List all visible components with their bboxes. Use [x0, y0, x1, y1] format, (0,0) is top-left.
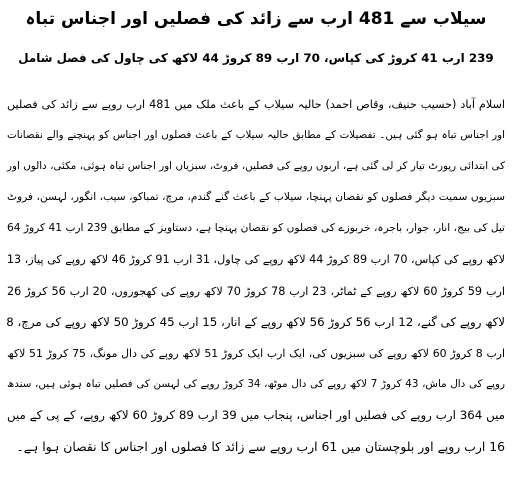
- article-line-last: 16 ارب روپے اور بلوچستان میں 61 ارب روپے سے زائد کا فصلوں اور اجناس کا نقصان ہوا ہے۔: [16, 439, 505, 455]
- article-line: اور اجناس تباہ ہو گئی ہیں۔ تفصیلات کے مطابق حالیہ سیلاب کے باعث فصلوں اور اجناس کو پہنچنے والے نقصانات: [7, 129, 505, 142]
- article-body: [7, 89, 505, 462]
- article-line: تیل کی بیج، انار، جوار، باجرہ، خربوزے کی فصلوں کو نقصان پہنچا ہے، دستاویز کے مطابق 239 ارب 41 کروڑ 64: [7, 222, 505, 235]
- article-line: لاکھ روپے کی کپاس، 70 ارب 89 کروڑ 44 لاکھ روپے کی چاول، 31 ارب 91 کروڑ 46 لاکھ روپے کی پیاز، 13: [6, 253, 505, 267]
- article-line: اسلام آباد (حسیب حنیف، وقاص احمد) حالیہ سیلاب کے باعث ملک میں 481 ارب روپے سے زائد کی فصلیں: [7, 98, 506, 111]
- article-line: میں 364 ارب روپے کی فصلیں اور اجناس، پنجاب میں 39 ارب 89 کروڑ 60 لاکھ روپے، کے پی کے میں: [7, 407, 506, 422]
- article-line: سبزیوں سمیت دیگر فصلوں کو نقصان پہنچا، سیلاب کے باعث گنے گندم، مرچ، تمباکو، سیب، انگور، لہسن، فروٹ: [7, 191, 505, 204]
- headline-sub: 239 ارب 41 کروڑ کی کپاس، 70 ارب 89 کروڑ 44 لاکھ کی چاول کی فصل شامل: [18, 51, 494, 65]
- article-line: ارب 8 کروڑ 60 لاکھ روپے کی سبزیوں کی، ایک ارب ایک کروڑ 51 لاکھ روپے کی دال مونگ، 75 کروڑ 51 لاکھ: [7, 346, 505, 360]
- article-line: روپے کی دال ماش، 43 کروڑ 7 لاکھ روپے کی دال موٹھ، 34 کروڑ روپے کی لہسن کی فصلیں تباہ ہوئی ہیں، سندھ: [7, 377, 505, 390]
- article-line: کی ابتدائی رپورٹ تیار کر لی گئی ہے، اربوں روپے کی فصلیں، فروٹ، سبزیاں اور اجناس تباہ ہوئی، مکئی، دالوں اور: [7, 160, 505, 173]
- article-line: ارب 59 کروڑ 60 لاکھ روپے کے ٹماٹر، 23 ارب 78 کروڑ 70 لاکھ روپے کی کھجوروں، 20 ارب 56 کروڑ 26: [7, 284, 505, 298]
- headline-main: سیلاب سے 481 ارب سے زائد کی فصلیں اور اجناس تباہ: [25, 9, 487, 29]
- article-line: لاکھ روپے کی گنے، 12 ارب 56 کروڑ 56 لاکھ روپے کے انار، 15 ارب 45 کروڑ 50 لاکھ روپے کی مرچ، 8: [6, 314, 505, 329]
